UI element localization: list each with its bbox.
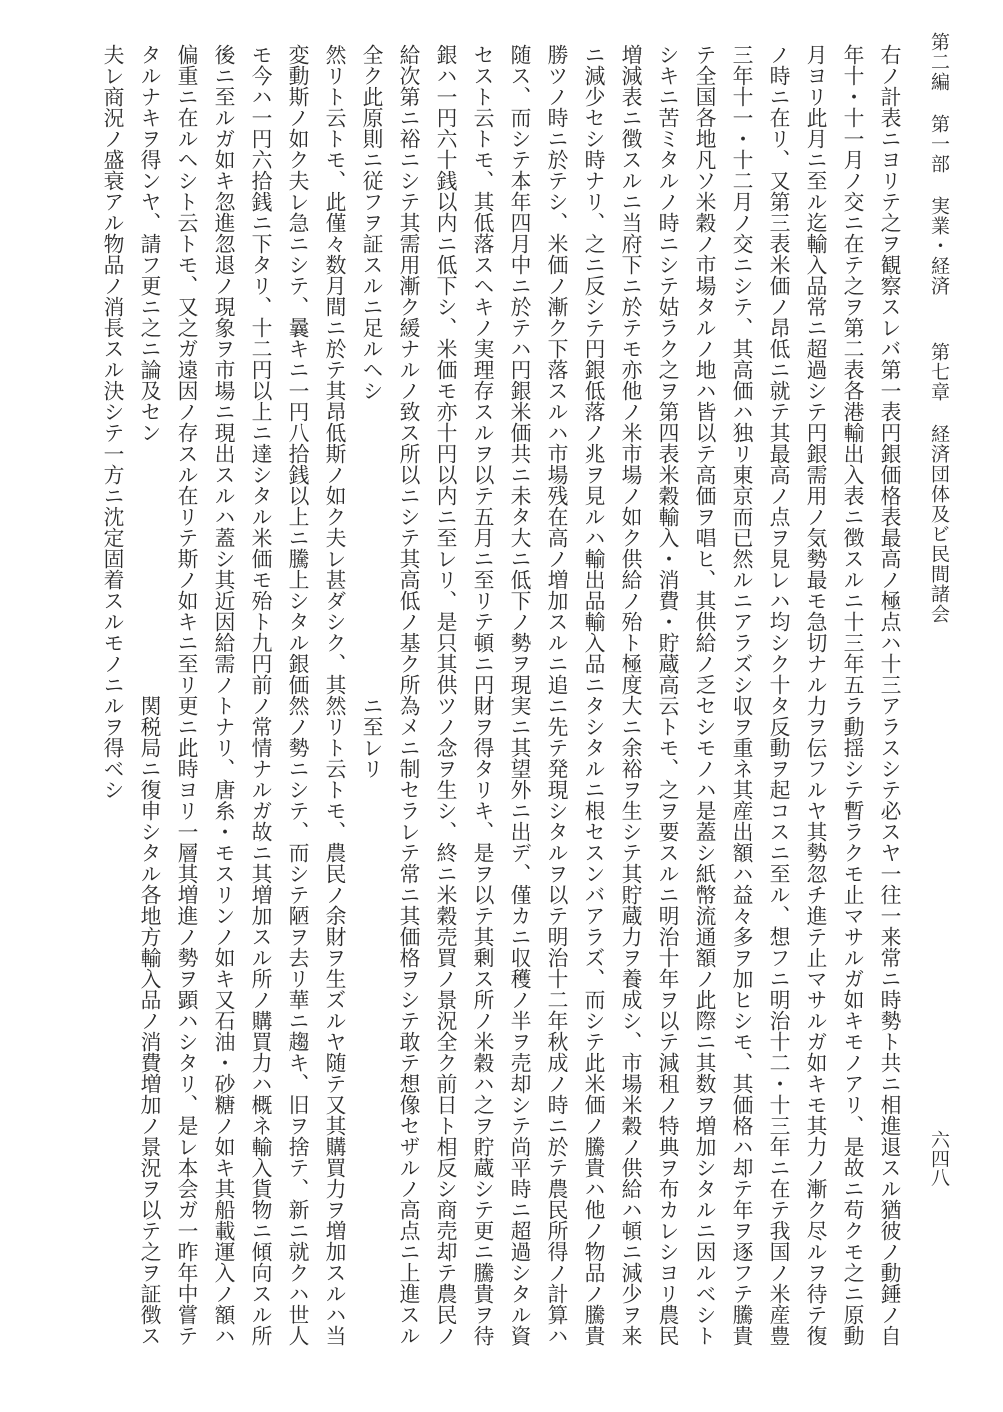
upper-column: 給次第ニ裕ニシテ其需用漸ク緩ナルノ致ス所以ニシテ其高低ノ基ク所 (396, 44, 420, 695)
page-number: 六四八 (928, 1130, 950, 1187)
upper-column: テ全国各地凡ソ米穀ノ市場タルノ地ハ皆以テ高価ヲ唱ヒ、其供給ノ乏 (692, 44, 716, 695)
lower-column: タシタルニ根セスンバアラズ、而シテ此米価ノ騰貴ハ他ノ物品ノ騰貴 (581, 695, 605, 1346)
lower-column: 収ヲ重ネ其産出額ハ益々多ヲ加ヒシモ、其価格ハ却テ年ヲ逐フテ騰貴 (729, 695, 753, 1346)
upper-column: 夫レ商況ノ盛衰アル物品ノ消長スル決シテ一方ニ沈定固着スルモノニ (100, 44, 124, 695)
header-chapter-title: 経済団体及ビ民間諸会 (928, 424, 950, 624)
lower-column: アラスシテ必スヤ一往一来常ニ時勢ト共ニ相進退スル猶彼ノ動錘ノ自 (877, 695, 901, 1346)
upper-column: ノ時ニ在リ、又第三表米価ノ昂低ニ就テ其最高ノ点ヲ見レハ均シク十 (766, 44, 790, 695)
lower-column: 然ノ勢ニシテ、而シテ陋ヲ去リ華ニ趨キ、旧ヲ捨テ、新ニ就クハ世人 (285, 695, 309, 1346)
header-part: 第二編 (928, 32, 950, 92)
upper-column: 変動斯ノ如ク夫レ急ニシテ、曩キニ一円八拾銭以上ニ騰上シタル銀価 (285, 44, 309, 695)
lower-column: タ反動ヲ起コスニ至ル、想フニ明治十二・十三年ニ在テ我国ノ米産豊 (766, 695, 790, 1346)
upper-column: 後ニ至ルガ如キ忽進忽退ノ現象ヲ市場ニ現出スルハ蓋シ其近因給需ノ (211, 44, 235, 695)
lower-column: 然リト云トモ、農民ノ余財ヲ生ズルヤ随テ又其購買力ヲ増加スルハ当 (322, 695, 346, 1346)
running-header (922, 32, 956, 624)
upper-column: 随ス、而シテ本年四月中ニ於テハ円銀米価共ニ未タ大ニ低下ノ勢ヲ現 (507, 44, 531, 695)
lower-column: 大ニ余裕ヲ生シテ其貯蔵力ヲ養成シ、市場米穀ノ供給ハ頓ニ減少ヲ来 (618, 695, 642, 1346)
lower-column: セシモノハ是蓋シ紙幣流通額ノ此際ニ其数ヲ増加シタルニ因ルベシト (692, 695, 716, 1346)
lower-column: 為メニ制セラレテ常ニ其価格ヲシテ敢テ想像セザルノ高点ニ上進スル (396, 695, 420, 1346)
header-topic: 実業・経済 (928, 196, 950, 296)
upper-column: モ今ハ一円六拾銭ニ下タリ、十二円以上ニ達シタル米価モ殆ト九円前 (248, 44, 272, 695)
upper-column: シキニ苦ミタルノ時ニシテ姑ラク之ヲ第四表米穀輸入・消費・貯蔵高 (655, 44, 679, 695)
header-section: 第一部 (928, 114, 950, 174)
upper-column: 全ク此原則ニ従フヲ証スルニ足ルヘシ (359, 44, 383, 401)
upper-column: タルナキヲ得ンヤ、請フ更ニ之ニ論及セン (137, 44, 161, 443)
lower-column: ノ常情ナルガ故ニ其増加スル所ノ購買力ハ概ネ輸入貨物ニ傾向スル所 (248, 695, 272, 1346)
upper-column: セスト云トモ、其低落スヘキノ実理存スルヲ以テ五月ニ至リテ頓ニ円 (470, 44, 494, 695)
upper-column: 偏重ニ在ルヘシト云トモ、又之ガ遠因ノ存スル在リテ斯ノ如キニ至リ (174, 44, 198, 695)
upper-column: 勝ツノ時ニ於テシ、米価ノ漸ク下落スルハ市場残在高ノ増加スルニ追 (544, 44, 568, 695)
upper-column: 三年十一・十二月ノ交ニシテ、其高価ハ独リ東京而已然ルニアラズシ (729, 44, 753, 695)
lower-column: 財ヲ得タリキ、是ヲ以テ其剰ス所ノ米穀ハ之ヲ貯蔵シテ更ニ騰貴ヲ待 (470, 695, 494, 1346)
upper-column: ニ減少セシ時ナリ、之ニ反シテ円銀低落ノ兆ヲ見ルハ輸出品輸入品ニ (581, 44, 605, 695)
upper-column: 増減表ニ徴スルニ当府下ニ於テモ亦他ノ米市場ノ如ク供給ノ殆ト極度 (618, 44, 642, 695)
header-chapter: 第七章 (928, 342, 950, 402)
lower-column: ニ至レリ (359, 695, 383, 779)
upper-column: 右ノ計表ニヨリテ之ヲ観察スレバ第一表円銀価格表最高ノ極点ハ十三 (877, 44, 901, 695)
lower-column: 云トモ、之ヲ要スルニ明治十年ヲ以テ減租ノ特典ヲ布カレシヨリ農民 (655, 695, 679, 1346)
lower-column: 関税局ニ復申シタル各地方輸入品ノ消費増加ノ景況ヲ以テ之ヲ証徴ス (137, 695, 161, 1346)
lower-column: ラ動揺シテ暫ラクモ止マサルガ如キモノアリ、是故ニ苟クモ之ニ原動 (840, 695, 864, 1346)
upper-column: 銀ハ一円六十銭以内ニ低下シ、米価モ亦十円以内ニ至レリ、是只其供 (433, 44, 457, 695)
lower-column: 更ニ此時ヨリ一層其増進ノ勢ヲ顕ハシタリ、是レ本会ガ一昨年中嘗テ (174, 695, 198, 1346)
upper-column: 然リト云トモ、此僅々数月間ニ於テ其昂低斯ノ如ク夫レ甚ダシク、其 (322, 44, 346, 695)
lower-column: 力ヲ伝フルヤ其勢忽チ進テ止マサルガ如キモ其力ノ漸ク尽ルヲ待テ復 (803, 695, 827, 1346)
lower-column: 実ニ其望外ニ出デ、僅カニ収穫ノ半ヲ売却シテ尚平時ニ超過シタル資 (507, 695, 531, 1346)
upper-column: 年十・十一月ノ交ニ在テ之ヲ第二表各港輸出入表ニ徴スルニ十三年五 (840, 44, 864, 695)
upper-column: 月ヨリ此月ニ至ル迄輸入品常ニ超過シテ円銀需用ノ気勢最モ急切ナル (803, 44, 827, 695)
lower-column: トナリ、唐糸・モスリンノ如キ又石油・砂糖ノ如キ其船載運入ノ額ハ (211, 695, 235, 1346)
lower-column: ツノ念ヲ生シ、終ニ米穀売買ノ景況全ク前日ト相反シ商売却テ農民ノ (433, 695, 457, 1346)
lower-column: ルヲ得ベシ (100, 695, 124, 800)
lower-column: ニ先テ発現シタルヲ以テ明治十二年秋成ノ時ニ於テ農民所得ノ計算ハ (544, 695, 568, 1346)
